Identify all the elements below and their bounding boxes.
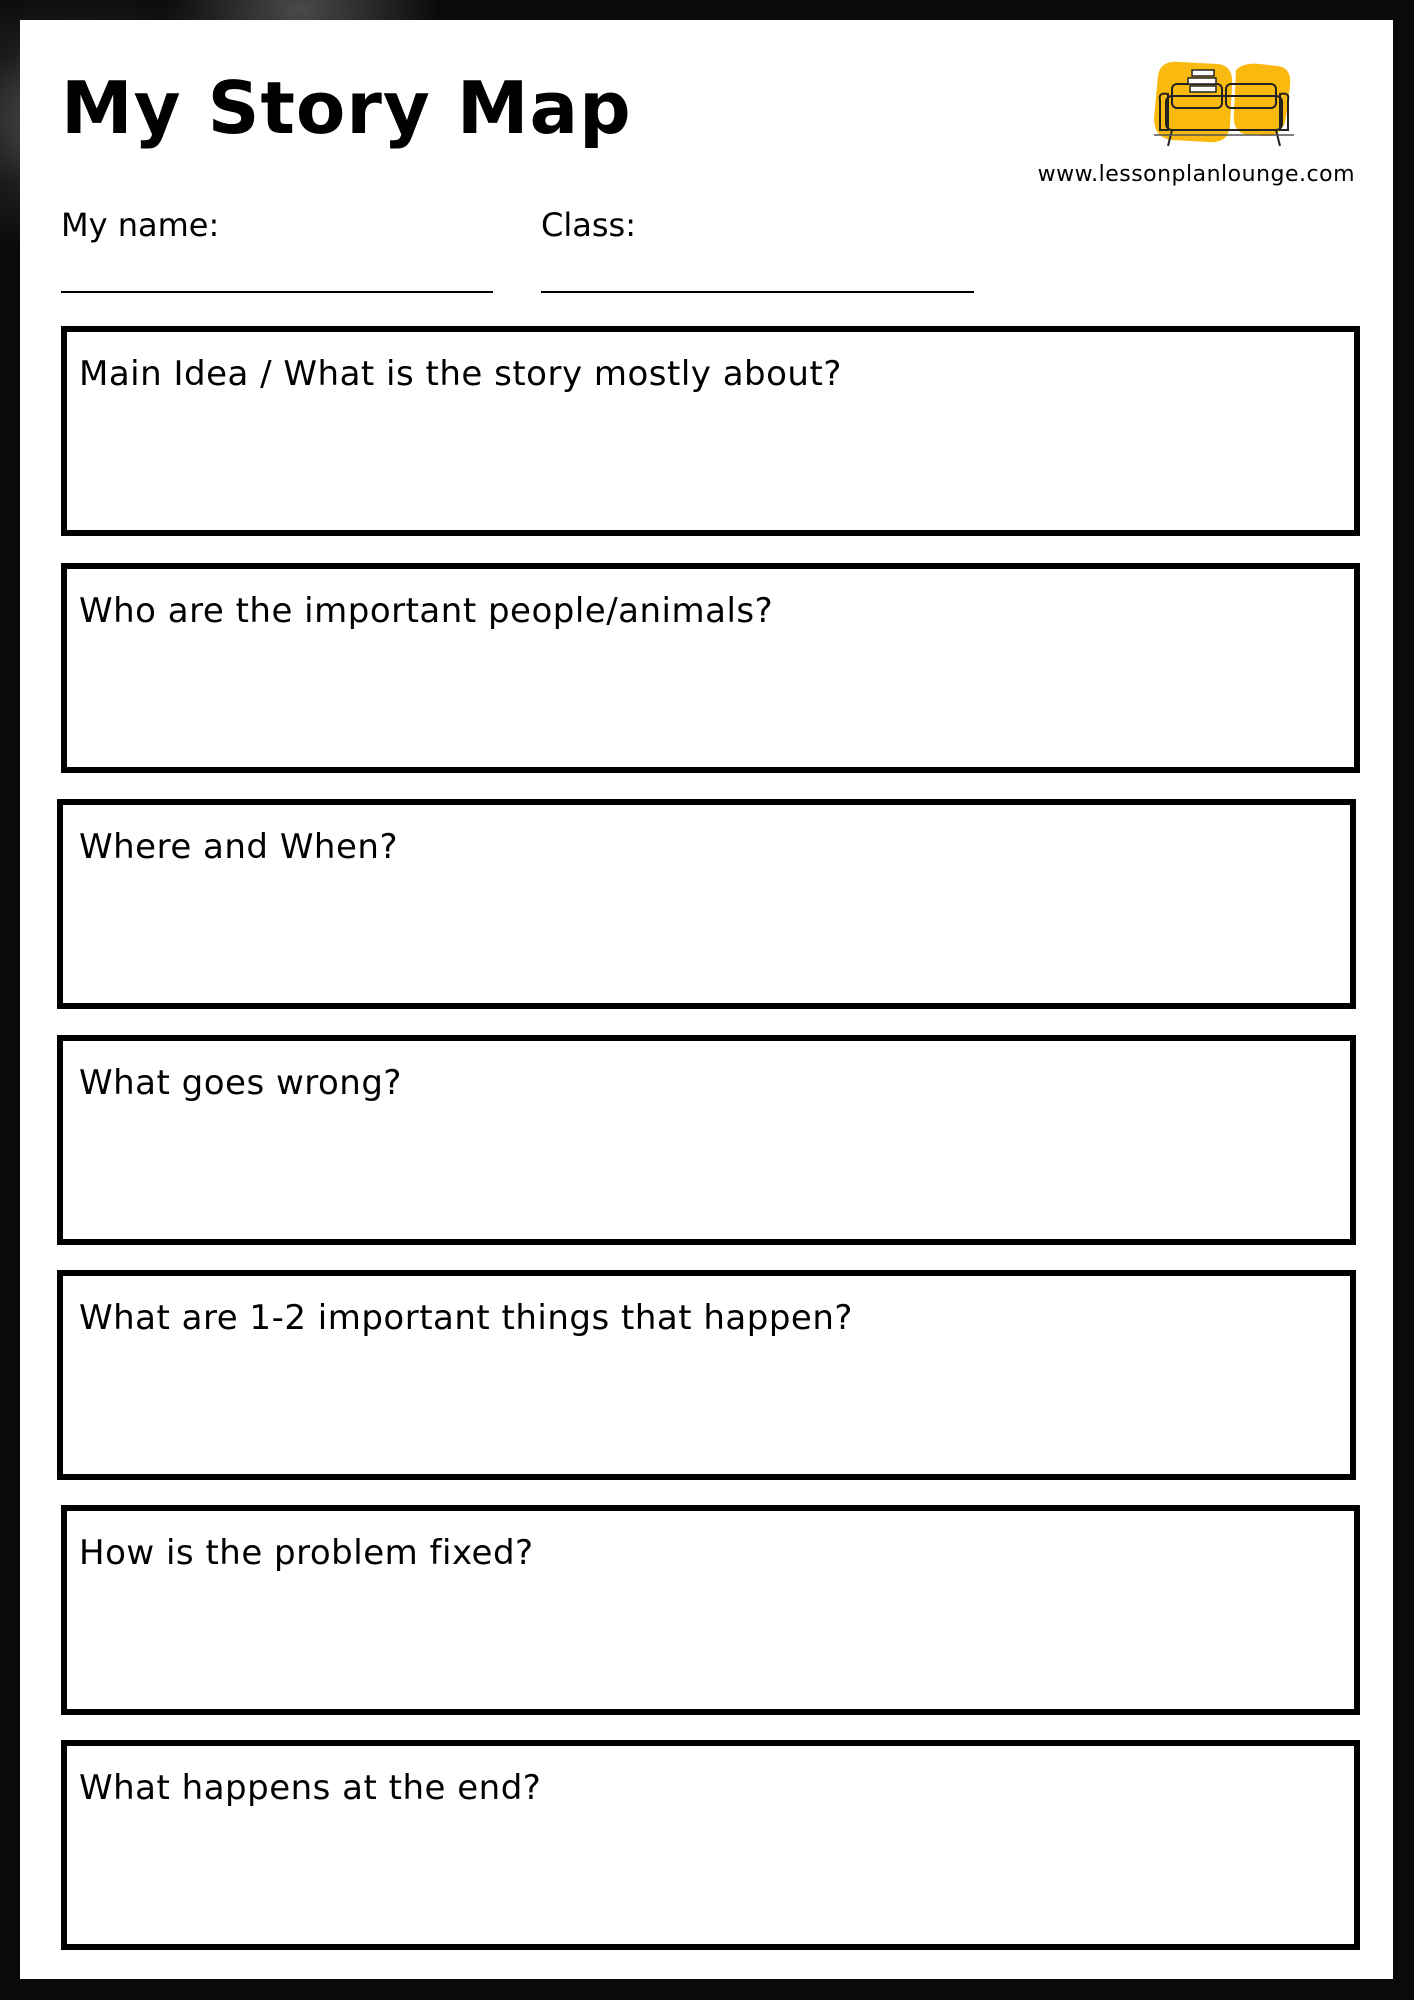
couch-with-books-icon <box>1148 56 1298 152</box>
name-field-line[interactable] <box>61 291 493 293</box>
events-box[interactable] <box>57 1270 1356 1480</box>
main-idea-box[interactable] <box>61 326 1360 536</box>
solution-label: How is the problem fixed? <box>79 1533 534 1573</box>
events-label: What are 1-2 important things that happen? <box>79 1298 853 1338</box>
class-field-line[interactable] <box>541 291 974 293</box>
class-field-label: Class: <box>541 206 636 244</box>
ending-box[interactable] <box>61 1740 1360 1950</box>
ending-label: What happens at the end? <box>79 1768 542 1808</box>
name-field-label: My name: <box>61 206 220 244</box>
setting-box[interactable] <box>57 799 1356 1009</box>
setting-label: Where and When? <box>79 827 398 867</box>
website-url: www.lessonplanlounge.com <box>1037 162 1355 187</box>
page-title: My Story Map <box>61 66 632 150</box>
main-idea-label: Main Idea / What is the story mostly about? <box>79 354 842 394</box>
problem-box[interactable] <box>57 1035 1356 1245</box>
characters-box[interactable] <box>61 563 1360 773</box>
solution-box[interactable] <box>61 1505 1360 1715</box>
worksheet-page <box>20 20 1393 1979</box>
problem-label: What goes wrong? <box>79 1063 402 1103</box>
characters-label: Who are the important people/animals? <box>79 591 774 631</box>
